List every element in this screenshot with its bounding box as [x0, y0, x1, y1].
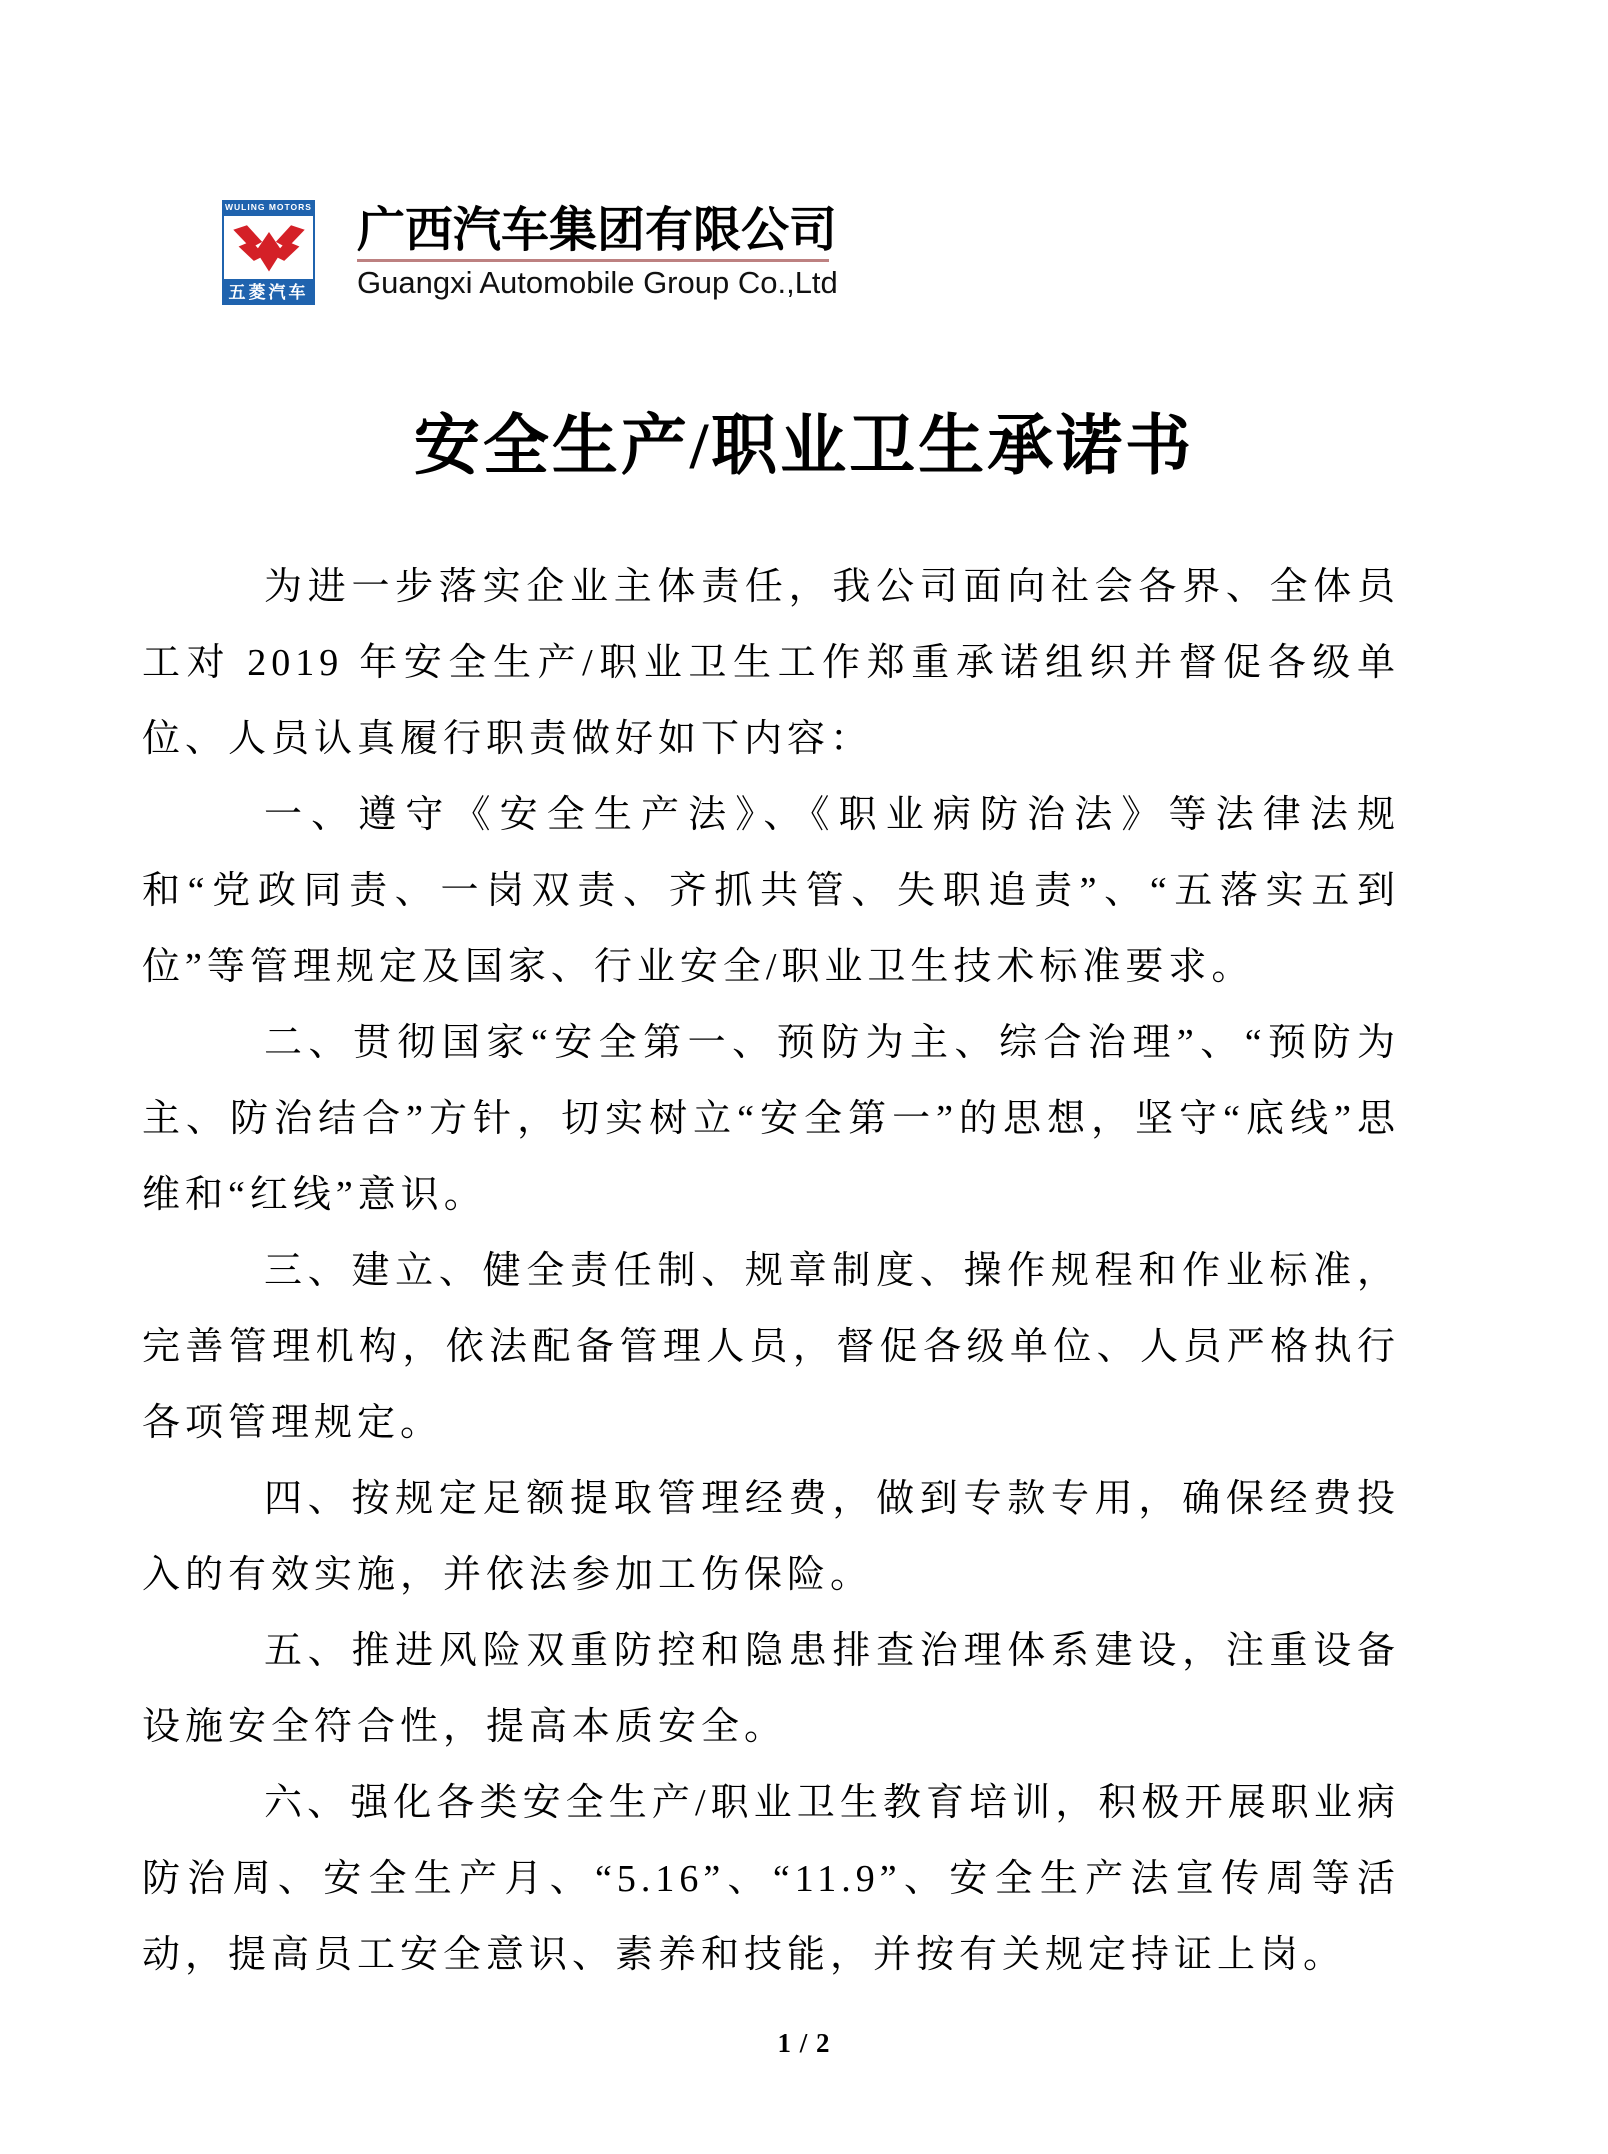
company-name-en: Guangxi Automobile Group Co.,Ltd: [357, 265, 838, 300]
document-body: [142, 549, 1400, 1993]
wuling-logo-top-banner: WULING MOTORS: [222, 200, 315, 214]
paragraph-item-1: 一、遵守《安全生产法》、《职业病防治法》等法律法规和“党政同责、一岗双责、齐抓共管、失职追责”、“五落实五到位”等管理规定及国家、行业安全/职业卫生技术标准要求。: [142, 794, 1400, 988]
paragraph-item-5: 五、推进风险双重防控和隐患排查治理体系建设，注重设备设施安全符合性，提高本质安全。: [142, 1630, 1400, 1748]
company-name-zh: 广西汽车集团有限公司: [357, 204, 838, 257]
page-footer: [0, 2028, 1608, 2059]
letterhead: [222, 200, 838, 305]
page-number: 1 / 2: [777, 2028, 831, 2058]
wuling-emblem-box: [222, 214, 315, 281]
document-title: 安全生产/职业卫生承诺书: [413, 410, 1195, 483]
company-name-block: [357, 200, 838, 300]
wuling-logo: [222, 200, 315, 305]
paragraph-item-2: 二、贯彻国家“安全第一、预防为主、综合治理”、“预防为主、防治结合”方针，切实树立“安全第一”的思想，坚守“底线”思维和“红线”意识。: [142, 1022, 1400, 1216]
paragraph-item-6: 六、强化各类安全生产/职业卫生教育培训，积极开展职业病防治周、安全生产月、“5.16”、“11.9”、安全生产法宣传周等活动，提高员工安全意识、素养和技能，并按有关规定持证上岗。: [142, 1782, 1400, 1976]
wuling-w-emblem-icon: [231, 222, 307, 274]
paragraph-item-3: 三、建立、健全责任制、规章制度、操作规程和作业标准，完善管理机构，依法配备管理人员，督促各级单位、人员严格执行各项管理规定。: [142, 1250, 1400, 1444]
paragraph-intro: 为进一步落实企业主体责任，我公司面向社会各界、全体员工对 2019 年安全生产/职业卫生工作郑重承诺组织并督促各级单位、人员认真履行职责做好如下内容：: [142, 566, 1400, 760]
letterhead-divider: [357, 259, 829, 262]
paragraph-item-4: 四、按规定足额提取管理经费，做到专款专用，确保经费投入的有效实施，并依法参加工伤保险。: [142, 1478, 1400, 1596]
wuling-logo-bottom-banner: 五菱汽车: [222, 281, 315, 305]
